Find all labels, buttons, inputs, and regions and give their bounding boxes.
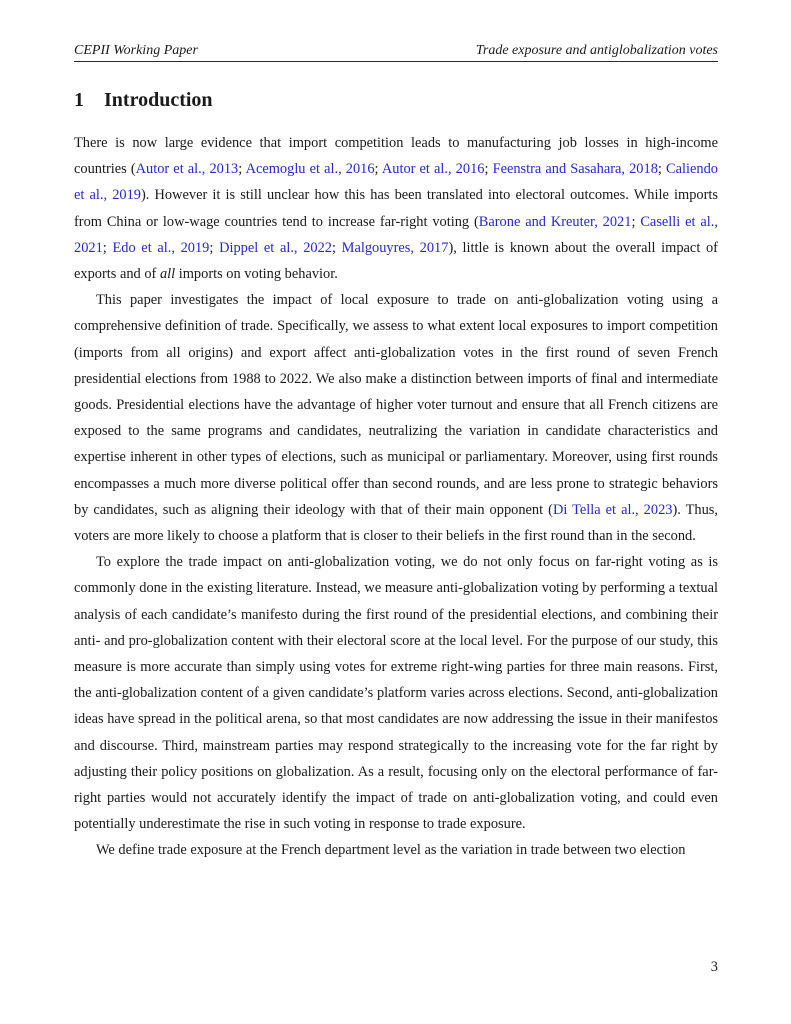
page-number: 3 (710, 959, 718, 975)
text-span: ; (631, 213, 641, 230)
paper-page (74, 0, 718, 1024)
citation-link[interactable]: Edo et al., 2019 (112, 239, 210, 256)
citation-link[interactable]: Malgouyres, 2017 (341, 239, 449, 256)
text-span: This paper investigates the impact of local exposure to trade on anti-globalization voting using a comprehensive definition of trade. Specifically, we assess to what extent local exposures to import competition (imports from all origins) and export affect anti-globalization votes in the first round of seven French presidential elections from 1988 to 2022. We also make a distinction between imports of final and intermediate goods. Presidential elections have the advantage of higher voter turnout and ensure that all French citizens are exposed to the same programs and candidates, neutralizing the variation in candidate characteristics and expertise inherent in other types of elections, such as municipal or parliamentary. Moreover, using first rounds encompasses a much more diverse political offer than second rounds, and are less prone to strategic behaviors by candidates, such as aligning their ideology with that of their main opponent ( (74, 292, 718, 518)
paragraph-1 (74, 130, 718, 287)
text-span: ), little is known about the overall impact of exports and of (74, 239, 718, 283)
text-span: imports on voting behavior. (175, 266, 338, 283)
running-header (74, 41, 718, 62)
emphasis-text: all (159, 266, 176, 283)
citation-link[interactable]: Di Tella et al., 2023 (552, 501, 673, 518)
citation-link[interactable]: Autor et al., 2016 (381, 161, 485, 178)
text-span: We define trade exposure at the French department level as the variation in trade between two election (96, 842, 686, 859)
text-span: ; (102, 239, 113, 256)
text-span: ; (484, 161, 493, 178)
section-title: Introduction (104, 89, 213, 111)
text-span: ). However it is still unclear how this has been translated into electoral outcomes. While imports from China or low-wage countries tend to increase far-right voting ( (74, 187, 718, 230)
header-left: CEPII Working Paper (74, 43, 198, 58)
paragraph-3 (74, 549, 718, 837)
text-span: ; (209, 239, 220, 256)
body-text (74, 130, 718, 864)
section-number: 1 (74, 89, 84, 111)
text-span: ; (374, 161, 382, 178)
citation-link[interactable]: Autor et al., 2013 (135, 161, 239, 178)
paragraph-4 (74, 837, 718, 863)
citation-link[interactable]: Caselli et al., 2021 (74, 213, 718, 256)
text-span: There is now large evidence that import competition leads to manufacturing job losses in high-income countries ( (74, 135, 718, 178)
text-span: ). Thus, voters are more likely to choose a platform that is closer to their beliefs in the first round than in the second. (74, 501, 719, 545)
citation-link[interactable]: Feenstra and Sasahara, 2018 (492, 161, 658, 178)
text-span: ; (238, 161, 246, 178)
paragraph-2 (74, 287, 718, 549)
citation-link[interactable]: Barone and Kreuter, 2021 (478, 213, 632, 230)
section-heading (74, 86, 213, 114)
citation-link[interactable]: Acemoglu et al., 2016 (245, 161, 375, 178)
citation-link[interactable]: Caliendo et al., 2019 (74, 161, 718, 204)
text-span: To explore the trade impact on anti-globalization voting, we do not only focus on far-right voting as is commonly done in the existing literature. Instead, we measure anti-globalization voting by performing a textual analysis of each candidate’s manifesto during the first round of the presidential elections, and combining their anti- and pro-globalization content with their electoral score at the local level. For the purpose of our study, this measure is more accurate than simply using votes for extreme right-wing parties for three main reasons. First, the anti-globalization content of a given candidate’s platform varies across elections. Second, anti-globalization ideas have spread in the political arena, so that most candidates are now addressing the issue in their manifestos and discourse. Third, mainstream parties may respond strategically to the increasing vote for the far right by adjusting their policy positions on globalization. As a result, focusing only on the electoral performance of far-right parties would not accurately identify the impact of trade on anti-globalization voting, and could even potentially underestimate the rise in such voting in response to trade exposure. (74, 554, 718, 833)
text-span: ; (331, 239, 342, 256)
text-span: ; (657, 161, 666, 178)
citation-link[interactable]: Dippel et al., 2022 (219, 239, 332, 256)
header-right: Trade exposure and antiglobalization votes (475, 43, 718, 58)
